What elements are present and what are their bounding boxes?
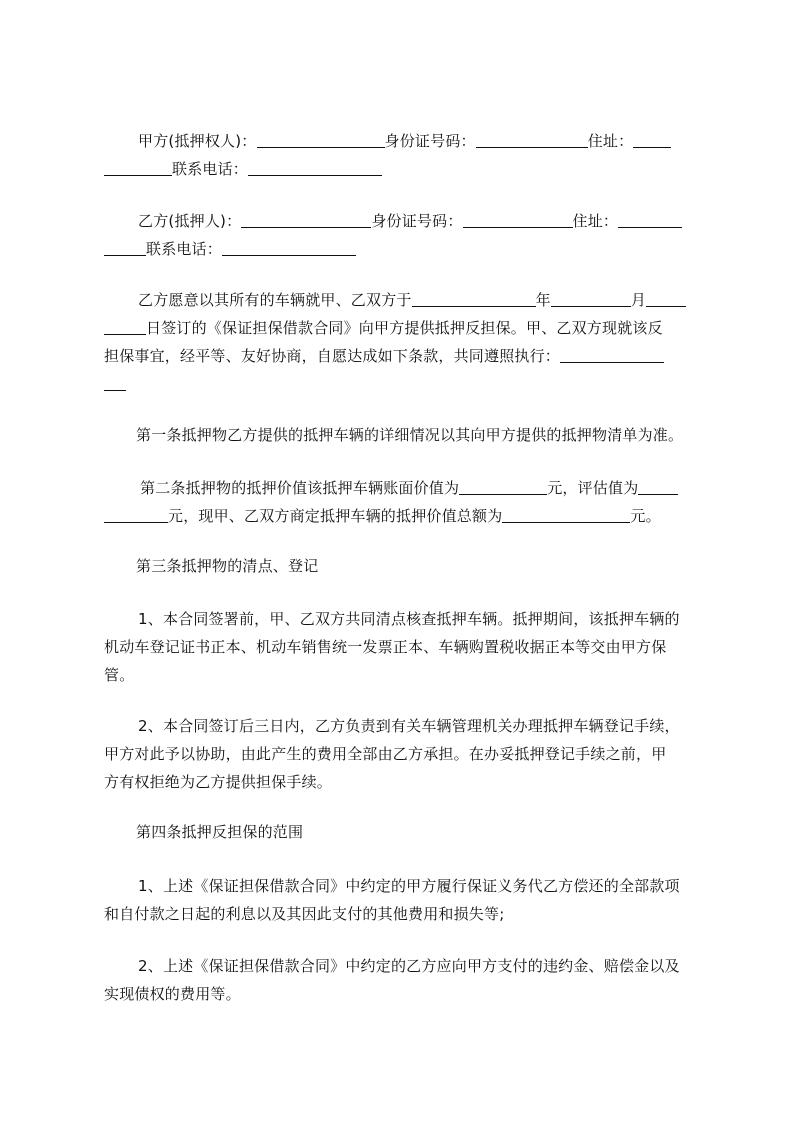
intro-day-blank[interactable] bbox=[104, 319, 146, 335]
intro-signature-blank-cont[interactable] bbox=[104, 375, 126, 391]
party-b-label: 乙方(抵押人)： bbox=[138, 212, 242, 230]
intro-year: 年 bbox=[535, 291, 551, 309]
article-4-item-2 bbox=[104, 952, 706, 1008]
appraised-value-blank-cont[interactable] bbox=[104, 507, 168, 523]
article-3-item-1-line-2: 机动车登记证书正本、机动车销售统一发票正本、车辆购置税收据正本等交由甲方保 bbox=[104, 638, 667, 656]
total-value-blank[interactable] bbox=[502, 507, 630, 523]
article-4-item-1-line-2: 和自付款之日起的利息以及其因此支付的其他费用和损失等; bbox=[104, 905, 505, 923]
article-2-yuan2: 元。 bbox=[630, 507, 661, 525]
article-2-part1: 第二条抵押物的抵押价值该抵押车辆账面价值为 bbox=[140, 479, 460, 497]
party-a-id-label: 身份证号码： bbox=[384, 132, 476, 150]
article-4-item-1-line-1: 1、上述《保证担保借款合同》中约定的甲方履行保证义务代乙方偿还的全部款项 bbox=[138, 877, 680, 895]
intro-line3: 担保事宜，经平等、友好协商，自愿达成如下条款，共同遵照执行： bbox=[104, 347, 561, 365]
party-a-phone-label: 联系电话： bbox=[172, 160, 249, 178]
article-3-heading-block bbox=[104, 552, 706, 580]
article-3-item-1-line-1: 1、本合同签署前，甲、乙双方共同清点核查抵押车辆。抵押期间，该抵押车辆的 bbox=[138, 610, 680, 628]
party-b-address-blank[interactable] bbox=[618, 212, 682, 228]
article-2-yuan1: 元，评估值为 bbox=[547, 479, 639, 497]
article-1 bbox=[104, 421, 706, 449]
article-4-item-2-line-1: 2、上述《保证担保借款合同》中约定的乙方应向甲方支付的违约金、赔偿金以及 bbox=[138, 957, 680, 975]
party-a-address-blank-cont[interactable] bbox=[104, 160, 172, 176]
intro-part1: 乙方愿意以其所有的车辆就甲、乙双方于 bbox=[138, 291, 412, 309]
party-b-address-label: 住址： bbox=[572, 212, 619, 230]
party-a-name-blank[interactable] bbox=[257, 132, 385, 148]
article-3-heading: 第三条抵押物的清点、登记 bbox=[136, 557, 319, 575]
article-3-item-1 bbox=[104, 605, 706, 689]
intro-paragraph bbox=[104, 286, 706, 398]
party-a-label: 甲方(抵押权人)： bbox=[138, 132, 257, 150]
article-3-item-2 bbox=[104, 712, 706, 796]
article-3-item-1-line-3: 管。 bbox=[104, 666, 135, 684]
article-1-text: 第一条抵押物乙方提供的抵押车辆的详细情况以其向甲方提供的抵押物清单为准。 bbox=[136, 426, 684, 444]
article-3-item-2-line-2: 甲方对此予以协助，由此产生的费用全部由乙方承担。在办妥抵押登记手续之前，甲 bbox=[104, 745, 667, 763]
party-b-id-label: 身份证号码： bbox=[371, 212, 463, 230]
intro-day-and-rest: 日签订的《保证担保借款合同》向甲方提供抵押反担保。甲、乙双方现就该反 bbox=[146, 319, 663, 337]
article-4-item-2-line-2: 实现债权的费用等。 bbox=[104, 985, 241, 1003]
party-b-id-blank[interactable] bbox=[463, 212, 573, 228]
article-3-item-2-line-3: 方有权拒绝为乙方提供担保手续。 bbox=[104, 773, 333, 791]
party-b-name-blank[interactable] bbox=[241, 212, 371, 228]
party-a-phone-blank[interactable] bbox=[248, 160, 382, 176]
article-4-heading-block bbox=[104, 818, 706, 846]
party-b-phone-label: 联系电话： bbox=[146, 240, 223, 258]
intro-month-blank[interactable] bbox=[646, 291, 686, 307]
book-value-blank[interactable] bbox=[459, 479, 547, 495]
article-2 bbox=[104, 474, 706, 530]
article-3-item-2-line-1: 2、本合同签订后三日内，乙方负责到有关车辆管理机关办理抵押车辆登记手续， bbox=[138, 717, 680, 735]
party-a-address-blank[interactable] bbox=[633, 132, 671, 148]
article-4-heading: 第四条抵押反担保的范围 bbox=[136, 823, 304, 841]
intro-date-blank[interactable] bbox=[412, 291, 536, 307]
article-4-item-1 bbox=[104, 872, 706, 928]
party-a-block bbox=[104, 127, 706, 183]
intro-signature-blank[interactable] bbox=[560, 347, 664, 363]
party-b-phone-blank[interactable] bbox=[222, 240, 356, 256]
party-a-address-label: 住址： bbox=[587, 132, 634, 150]
party-b-block bbox=[104, 207, 706, 263]
article-2-part2: 元，现甲、乙双方商定抵押车辆的抵押价值总额为 bbox=[168, 507, 503, 525]
party-b-address-blank-cont[interactable] bbox=[104, 240, 146, 256]
intro-year-blank[interactable] bbox=[551, 291, 631, 307]
intro-month: 月 bbox=[630, 291, 647, 309]
party-a-id-blank[interactable] bbox=[476, 132, 588, 148]
appraised-value-blank[interactable] bbox=[638, 479, 678, 495]
